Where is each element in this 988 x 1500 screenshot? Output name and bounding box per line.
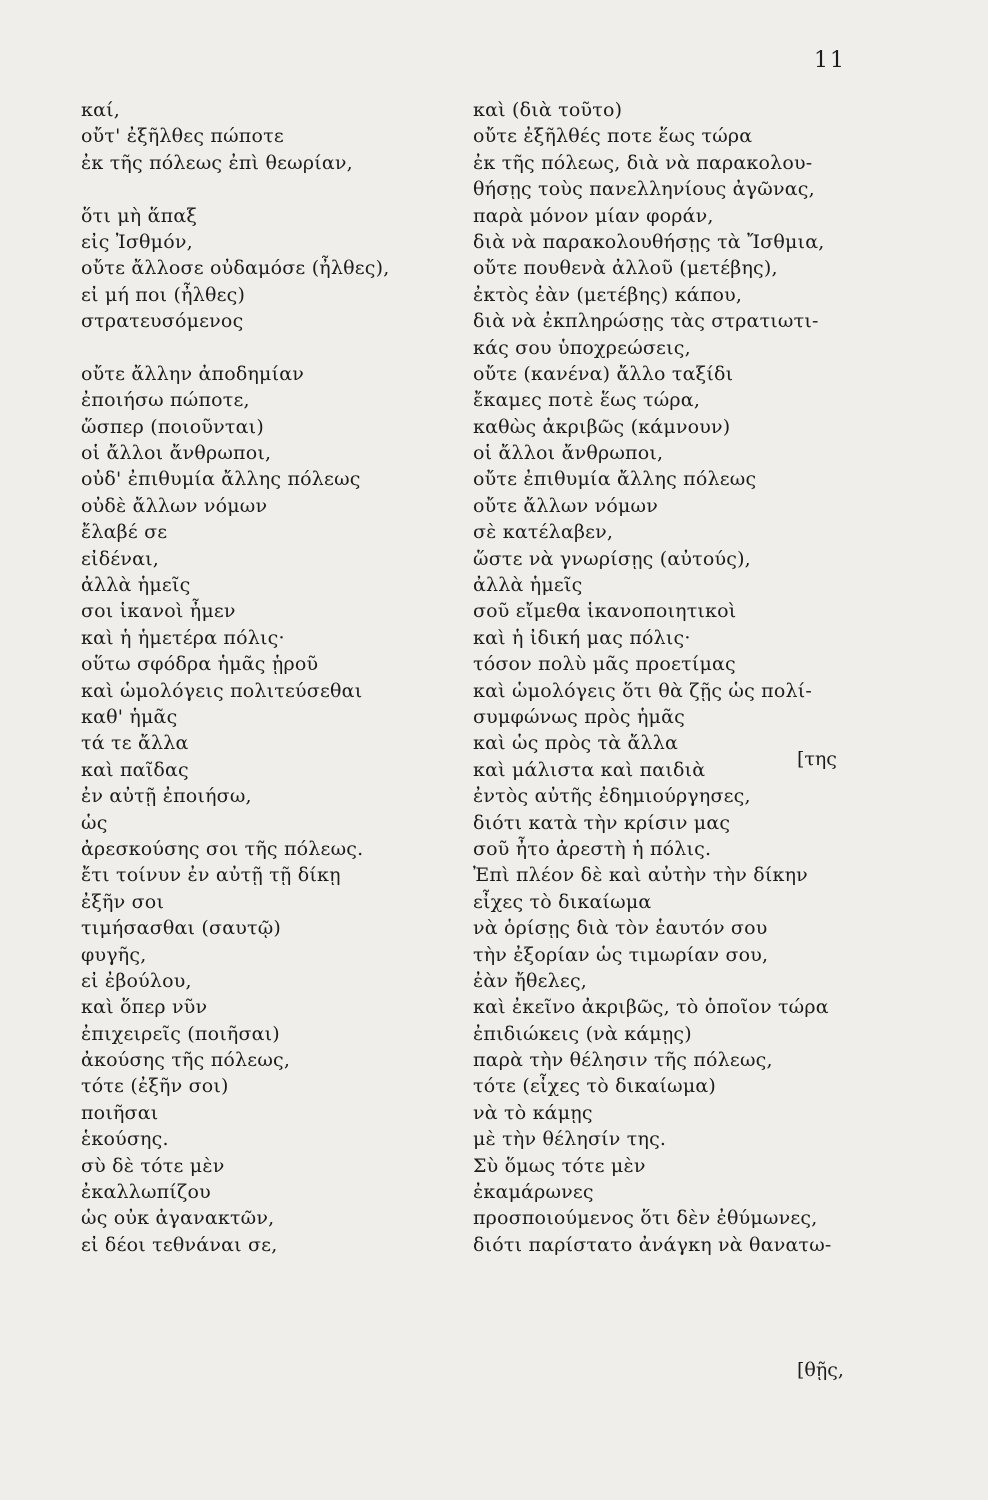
- translation-line: διότι κατὰ τὴν κρίσιν μας: [473, 811, 731, 834]
- translation-line: ἐκ τῆς πόλεως, διὰ νὰ παρακολου-: [473, 151, 813, 174]
- ancient-text-line: ἀλλὰ ἡμεῖς: [81, 574, 191, 597]
- page-number: 11: [814, 48, 846, 73]
- ancient-text-line: καὶ παῖδας: [81, 758, 189, 781]
- ancient-text-line: οὔτε ἄλλοσε οὐδαμόσε (ἦλθες),: [81, 257, 390, 280]
- ancient-text-line: οὐδὲ ἄλλων νόμων: [81, 494, 268, 517]
- ancient-text-line: εἰς Ἰσθμόν,: [81, 230, 193, 253]
- translation-line: οὔτε ἄλλων νόμων: [473, 494, 658, 517]
- translation-line: προσποιούμενος ὅτι δὲν ἐθύμωνες,: [473, 1207, 818, 1230]
- ancient-text-line: οἱ ἄλλοι ἄνθρωποι,: [81, 442, 272, 465]
- ancient-text-line: τά τε ἄλλα: [81, 732, 189, 755]
- ancient-text-line: καὶ ὅπερ νῦν: [81, 996, 208, 1019]
- ancient-text-line: καὶ ὡμολόγεις πολιτεύσεθαι: [81, 679, 363, 702]
- translation-line: τότε (εἶχες τὸ δικαίωμα): [473, 1075, 717, 1098]
- ancient-text-line: οὕτω σφόδρα ἡμᾶς ᾑροῦ: [81, 653, 319, 676]
- translation-line: διὰ νὰ ἐκπληρώσῃς τὰς στρατιωτι-: [473, 310, 819, 333]
- ancient-text-line: καί,: [81, 99, 120, 121]
- ancient-text-line: [81, 176, 461, 202]
- translation-line: σὲ κατέλαβεν,: [473, 521, 614, 544]
- line-continuation: [θῇς,: [797, 1359, 844, 1381]
- translation-line: οὔτε πουθενὰ ἀλλοῦ (μετέβης),: [473, 257, 778, 280]
- translation-line: καθὼς ἀκριβῶς (κάμνουν): [473, 415, 731, 438]
- translation-line: καὶ ἐκεῖνο ἀκριβῶς, τὸ ὁποῖον τώρα: [473, 996, 829, 1019]
- ancient-text-line: ἑκούσης.: [81, 1128, 169, 1151]
- translation-line: ἐπιδιώκεις (νὰ κάμῃς): [473, 1022, 692, 1045]
- translation-line: κάς σου ὑποχρεώσεις,: [473, 336, 691, 359]
- ancient-text-line: ὡς οὐκ ἀγανακτῶν,: [81, 1207, 275, 1230]
- translation-line: οἱ ἄλλοι ἄνθρωποι,: [473, 442, 664, 465]
- ancient-text-line: ἀρεσκούσης σοι τῆς πόλεως.: [81, 837, 364, 860]
- ancient-text-line: εἰδέναι,: [81, 547, 160, 570]
- translation-line: νὰ τὸ κάμῃς: [473, 1101, 593, 1124]
- translation-line: συμφώνως πρὸς ἡμᾶς: [473, 705, 685, 728]
- ancient-text-line: ἐξῆν σοι: [81, 890, 165, 913]
- translation-line: διότι παρίστατο ἀνάγκη νὰ θανατω-: [473, 1233, 832, 1256]
- translation-line: Ἐπὶ πλέον δὲ καὶ αὐτὴν τὴν δίκην: [473, 864, 808, 887]
- translation-line: σοῦ εἴμεθα ἱκανοποιητικοὶ: [473, 600, 737, 623]
- translation-line: σοῦ ἦτο ἀρεστὴ ἡ πόλις.: [473, 837, 712, 860]
- translation-line: νὰ ὁρίσῃς διὰ τὸν ἑαυτόν σου: [473, 917, 768, 940]
- ancient-text-line: ἔλαβέ σε: [81, 521, 168, 544]
- translation-line: παρὰ μόνον μίαν φοράν,: [473, 204, 714, 227]
- ancient-text-line: φυγῆς,: [81, 943, 147, 966]
- translation-line: ὥστε νὰ γνωρίσῃς (αὐτούς),: [473, 547, 751, 570]
- ancient-text-line: ἐκ τῆς πόλεως ἐπὶ θεωρίαν,: [81, 151, 353, 174]
- translation-line: ἔκαμες ποτὲ ἕως τώρα,: [473, 389, 701, 412]
- ancient-text-line: σοι ἱκανοὶ ἦμεν: [81, 600, 236, 623]
- translation-line: οὔτε ἐπιθυμία ἄλλης πόλεως: [473, 468, 757, 491]
- translation-line: Σὺ ὅμως τότε μὲν: [473, 1154, 646, 1177]
- ancient-text-line: ἐποιήσω πώποτε,: [81, 389, 250, 412]
- ancient-text-line: καθ' ἡμᾶς: [81, 705, 178, 728]
- translation-line: παρὰ τὴν θέλησιν τῆς πόλεως,: [473, 1049, 773, 1072]
- ancient-text-line: ὡς: [81, 811, 108, 834]
- ancient-text-line: [81, 335, 461, 361]
- translation-line: εἶχες τὸ δικαίωμα: [473, 890, 652, 913]
- ancient-text-line: στρατευσόμενος: [81, 310, 244, 333]
- translation-line: καὶ (διὰ τοῦτο): [473, 99, 623, 121]
- ancient-text-line: ποιῆσαι: [81, 1101, 159, 1124]
- translation-line: καὶ μάλιστα καὶ παιδιὰ: [473, 758, 706, 781]
- ancient-text-line: ἀκούσης τῆς πόλεως,: [81, 1049, 291, 1072]
- ancient-text-line: ἐκαλλωπίζου: [81, 1181, 211, 1204]
- ancient-text-line: εἰ δέοι τεθνάναι σε,: [81, 1233, 278, 1256]
- translation-line: ἐὰν ἤθελες,: [473, 969, 588, 992]
- ancient-text-line: εἰ μή ποι (ἦλθες): [81, 283, 246, 306]
- ancient-text-line: τότε (ἐξῆν σοι): [81, 1075, 229, 1098]
- ancient-text-line: ὅτι μὴ ἅπαξ: [81, 204, 198, 227]
- modern-greek-column: [473, 97, 873, 1258]
- translation-line: ἐκτὸς ἐὰν (μετέβης) κάπου,: [473, 283, 743, 306]
- translation-line: θήσῃς τοὺς πανελληνίους ἀγῶνας,: [473, 178, 815, 201]
- ancient-text-line: ἐν αὐτῇ ἐποιήσω,: [81, 785, 252, 808]
- translation-line: οὔτε (κανένα) ἄλλο ταξίδι: [473, 362, 734, 385]
- translation-line: ἐκαμάρωνες: [473, 1181, 594, 1204]
- ancient-text-line: ὥσπερ (ποιοῦνται): [81, 415, 264, 438]
- ancient-text-line: οὔτ' ἐξῆλθες πώποτε: [81, 125, 284, 148]
- translation-line: τόσον πολὺ μᾶς προετίμας: [473, 653, 736, 676]
- translation-line: διὰ νὰ παρακολουθήσῃς τὰ Ἴσθμια,: [473, 230, 825, 253]
- translation-line: μὲ τὴν θέλησίν της.: [473, 1128, 667, 1151]
- ancient-text-line: οὐδ' ἐπιθυμία ἄλλης πόλεως: [81, 468, 361, 491]
- ancient-text-line: εἰ ἐβούλου,: [81, 969, 192, 992]
- translation-line: καὶ ἡ ἰδική μας πόλις·: [473, 626, 691, 649]
- ancient-text-line: ἐπιχειρεῖς (ποιῆσαι): [81, 1022, 280, 1045]
- translation-line: καὶ ὡμολόγεις ὅτι θὰ ζῇς ὡς πολί-: [473, 679, 813, 702]
- translation-line: οὔτε ἐξῆλθές ποτε ἕως τώρα: [473, 125, 753, 148]
- ancient-text-line: καὶ ἡ ἡμετέρα πόλις·: [81, 626, 285, 649]
- translation-line: τὴν ἐξορίαν ὡς τιμωρίαν σου,: [473, 943, 769, 966]
- ancient-text-line: τιμήσασθαι (σαυτῷ): [81, 917, 282, 940]
- translation-line: ἀλλὰ ἡμεῖς: [473, 574, 583, 597]
- ancient-text-line: σὺ δὲ τότε μὲν: [81, 1154, 225, 1177]
- ancient-text-line: ἔτι τοίνυν ἐν αὐτῇ τῇ δίκῃ: [81, 864, 341, 887]
- translation-line: καὶ ὡς πρὸς τὰ ἄλλα: [473, 732, 679, 755]
- line-continuation: [της: [797, 748, 837, 770]
- ancient-greek-column: [81, 97, 461, 1258]
- translation-line: ἐντὸς αὐτῆς ἐδημιούργησες,: [473, 785, 751, 808]
- ancient-text-line: οὔτε ἄλλην ἀποδημίαν: [81, 362, 305, 385]
